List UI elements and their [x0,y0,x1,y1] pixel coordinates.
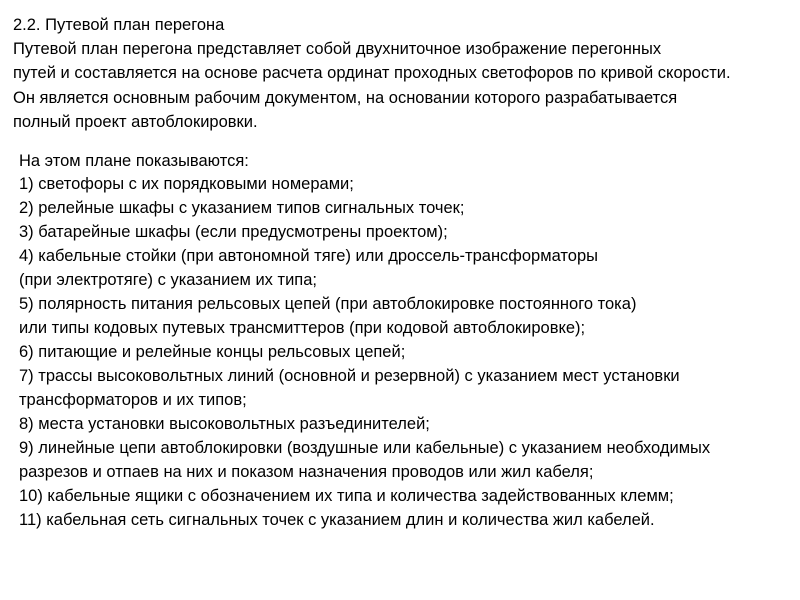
intro-line: Путевой план перегона представляет собой двухниточное изображение перегонных [13,40,662,58]
list-item: 9) линейные цепи автоблокировки (воздушные или кабельные) с указанием необходимых [19,439,711,457]
list-item: 5) полярность питания рельсовых цепей (при автоблокировке постоянного тока) [19,295,637,313]
list-item: 7) трассы высоковольтных линий (основной и резервной) с указанием мест установки [19,367,680,385]
list-item: 11) кабельная сеть сигнальных точек с указанием длин и количества жил кабелей. [19,511,655,529]
intro-line: Он является основным рабочим документом, на основании которого разрабатывается [13,89,678,107]
list-heading: На этом плане показываются: [19,152,249,170]
list-item: трансформаторов и их типов; [19,391,247,409]
list-item: 10) кабельные ящики с обозначением их типа и количества задействованных клемм; [19,487,674,505]
intro-line: полный проект автоблокировки. [13,113,258,131]
list-item: 2) релейные шкафы с указанием типов сигнальных точек; [19,199,465,217]
intro-line: путей и составляется на основе расчета ординат проходных светофоров по кривой скорости. [13,64,731,82]
list-item: 4) кабельные стойки (при автономной тяге) или дроссель-трансформаторы [19,247,598,265]
list-item: разрезов и отпаев на них и показом назначения проводов или жил кабеля; [19,463,594,481]
list-item: 3) батарейные шкафы (если предусмотрены проектом); [19,223,448,241]
section-title: 2.2. Путевой план перегона [13,16,225,34]
list-item: 1) светофоры с их порядковыми номерами; [19,175,354,193]
list-item: 6) питающие и релейные концы рельсовых цепей; [19,343,406,361]
list-item: (при электротяге) с указанием их типа; [19,271,317,289]
list-item: или типы кодовых путевых трансмиттеров (при кодовой автоблокировке); [19,319,586,337]
list-item: 8) места установки высоковольтных разъединителей; [19,415,430,433]
